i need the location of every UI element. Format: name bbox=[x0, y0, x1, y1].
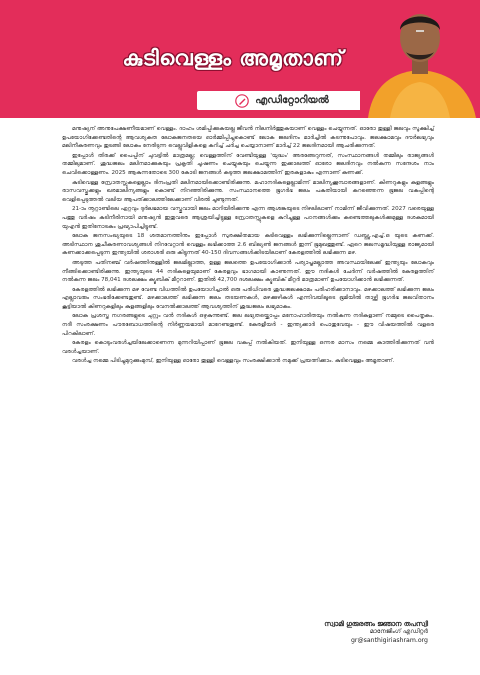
body-paragraph: മനുഷ്യന് അനുപേക്ഷണീയമാണ് വെള്ളം. ദാഹം ശമിപ്പിക്കുകയല്ല ജീവൻ നിലനിർത്തുകയാണ് വെള്ളം ചെയ്യുന്നത്. ഓരോ തുള്ളി ജലവും സൂക്ഷിച്ച് ഉപയോഗിക്കേണ്ടതിന്റെ ആവശ്യകത ലോകജനതയെ ഓർമ്മിപ്പിച്ചുകൊണ്ട് ലോക ജലദിനം മാർച്ചിൽ കടന്നുപോവും. ജലക്ഷാമവും ദൗർലഭ്യവും മലിനീകരണവും തുടങ്ങി ലോകം നേരിടുന്ന വെല്ലുവിളികളെ കുറിച്ച് ചർച്ച ചെയ്യാനാണ് മാർച്ച് 22 ജലദിനമായി ആചരിക്കുന്നത്. bbox=[62, 126, 434, 150]
signature-email[interactable]: gr@santhigiriashram.org bbox=[351, 636, 428, 644]
signature-block bbox=[324, 620, 428, 645]
pen-icon bbox=[235, 94, 249, 108]
header-banner bbox=[0, 0, 480, 118]
author-photo bbox=[360, 0, 480, 118]
body-paragraph: ഇപ്പോൾ തിരക്ക് പൈപ്പിന് ചുവട്ടിൽ മാത്രമല്ല; വെള്ളത്തിന് വേണ്ടിയുള്ള 'യുദ്ധം' അരങ്ങേറുന്നത്, സംസ്ഥാനങ്ങൾ തമ്മിലും രാജ്യങ്ങൾ തമ്മിലുമാണ്. ശുദ്ധജലം മലിനമാക്കുകയും പ്രകൃതി ചൂഷണം ചെയ്യുകയും ചെയ്യുന്ന ഇക്കാലത്ത് ഓരോ ജലദിനവും നൽകുന്ന സന്ദേശം നാം ചെവിക്കൊള്ളണം. 2025 ആകുന്നതോടെ 300 കോടി ജനങ്ങൾ കടുത്ത ജലക്ഷാമത്തിന് ഇരകളാകും എന്നാണ് കണക്ക്. bbox=[62, 152, 434, 176]
editorial-body bbox=[62, 125, 434, 367]
editorial-tag-label: എഡിറ്റോറിയൽ bbox=[255, 95, 329, 106]
body-paragraph: 21-ാം നൂറ്റാണ്ടിലെ ഏറ്റവും ദുർലഭമായ വസ്തുവായി ജലം മാറിയിരിക്കുന്നു എന്ന ആശങ്കയുടെ നിഴലിലാണ് നാമിന്ന് ജീവിക്കുന്നത്. 2027 വരെയുള്ള പത്തു വർഷം കുടിനീരിനായി മനുഷ്യൻ ഇതുവരെ ആശ്രയിച്ചിട്ടുള്ള സ്രോതസ്സുകളെ കുറിച്ചുള്ള പഠനങ്ങൾക്കും കണ്ടെത്തലുകൾക്കുമുള്ള ദശകമായി യുഎൻ ഇതിനോടകം പ്രഖ്യാപിച്ചിട്ടുണ്ട്. bbox=[62, 206, 434, 230]
body-paragraph: കുടിവെള്ള സ്രോതസ്സുകളെല്ലാം ദിനംപ്രതി മലിനമായിക്കൊണ്ടിരിക്കുന്നു. മഹാനദികളെല്ലാമിന്ന് മാലിന്യക്കൂമ്പാരങ്ങളാണ്. കിണറുകളും കുളങ്ങളും രാസവസ്തുക്കളും ഖരമാലിന്യങ്ങളും കൊണ്ട് നിറഞ്ഞിരിക്കുന്നു. സംസ്ഥാനത്തെ ഭൂഗർഭ ജലം പകുതിയായി കുറഞ്ഞെന്ന ഭൂജല വകുപ്പിന്റെ വെളിപ്പെടുത്തൽ വലിയ ആപത്ക്കാലത്തിലേക്കാണ് വിരൽ ചൂണ്ടുന്നത്. bbox=[62, 179, 434, 203]
page-title: കുടിവെള്ളം അമൃതാണ് bbox=[122, 46, 344, 70]
body-paragraph: വരൾച്ച നമ്മെ പിടിച്ചുമുറുക്കുംമുമ്പ്, ഇനിയുള്ള ഓരോ തുള്ളി വെള്ളവും സംരക്ഷിക്കാൻ നമുക്ക് പ്രയത്നിക്കാം. കുടിവെള്ളം അമൃതാണ്. bbox=[72, 358, 395, 365]
body-paragraph: കേരളത്തിൽ ലഭിക്കുന്ന മഴ വേണ്ട വിധത്തിൽ ഉപയോഗിച്ചാൽ ഒരു പരിധിവരെ ശുദ്ധജലക്ഷാമം പരിഹരിക്കാനാവും. മഴക്കാലത്ത് ലഭിക്കുന്ന ജലം എല്ലാവരും സംഭരിക്കേണ്ടതുണ്ട്. മഴക്കാലത്ത് ലഭിക്കുന്ന ജലം തടയണകൾ, മഴക്കുഴികൾ എന്നിവയിലൂടെ ഭൂമിയിൽ താഴ്ത്തി ഭൂഗർഭ ജലവിതാനം കൂട്ടിയാൽ കിണറുകളിലും കുളങ്ങളിലും വേനൽക്കാലത്ത് ആവശ്യത്തിന് ശുദ്ധജലം ലഭ്യമാകും. bbox=[62, 286, 434, 310]
body-paragraph: അടുത്ത പതിനഞ്ച് വർഷത്തിനുള്ളിൽ ജലമില്ലാത്ത, ഉള്ള ജലത്തെ ഉപയോഗിക്കാൻ പര്യാപ്തമല്ലാത്ത അവസ്ഥയിലേക്ക് ഇന്ത്യയും ലോകവും നീങ്ങിക്കൊണ്ടിരിക്കുന്നു. ഇന്ത്യയുടെ 44 നദികളെയുമാണ് കേരളവും ഭാഗമായി കാണുന്നത്. ഈ നദികൾ ചേർന്ന് വർഷത്തിൽ കേരളത്തിന് നൽകുന്ന ജലം 78,041 ദശലക്ഷം ക്യൂബിക് മീറ്ററാണ്. ഇതിൽ 42,700 ദശലക്ഷം ക്യൂബിക് മീറ്റർ മാത്രമാണ് ഉപയോഗിക്കാൻ ലഭിക്കുന്നത്. bbox=[62, 259, 434, 284]
body-paragraph: ലോക ജനസംഖ്യയുടെ 18 ശതമാനത്തിനും ഇപ്പോൾ സുരക്ഷിതമായ കുടിവെള്ളം ലഭിക്കുന്നില്ലെന്നാണ് ഡബ്ല്യു.എച്ച്.ഒ യുടെ കണക്ക്. അടിസ്ഥാന ശുചീകരണാവശ്യങ്ങൾ നിറവേറ്റാൻ വെള്ളം ലഭിക്കാത്ത 2.6 ബില്യൺ ജനങ്ങൾ ഇന്ന് ഭൂമുഖത്തുണ്ട്. ഏറെ ജലസമൃദ്ധിയുള്ള രാജ്യമായി കണക്കാക്കപ്പെടുന്ന ഇന്ത്യയിൽ ശരാശരി ഒരു കിട്ടുന്നത് 40-150 ദിവസങ്ങൾക്കിടയിലാണ് കേരളത്തിൽ ലഭിക്കുന്ന മഴ. bbox=[62, 233, 434, 257]
editorial-tag bbox=[197, 91, 367, 110]
body-paragraph: ലോക പ്രശസ്ത നഗരങ്ങളുടെ ചുറ്റും വൻ നദികൾ ഒഴുകുന്നുണ്ട്. ജല ലഭ്യതയ്ക്കൊപ്പം മനോഹാരിതയും നൽകുന്ന നദികളാണ് നമ്മുടെ പൈതൃകം. നദീ സംരക്ഷണം പൗരബോധത്തിന്റെ നിർണ്ണയമായി മാറേണ്ടതുണ്ട്. കേരളീയർ - ഇന്ത്യക്കാർ പൊതുവേയും - ഈ വിഷയത്തിൽ വളരെ പിറകിലാണ്. bbox=[62, 313, 434, 337]
signature-role: മാനേജിംഗ് എഡിറ്റർ bbox=[369, 628, 428, 636]
body-paragraph: കേരളം കൊടുംവരൾച്ചയിലേക്കാണെന്ന മുന്നറിയിപ്പാണ് ഭൂജല വകുപ്പ് നൽകിയത്. ഇനിയുള്ള ഒന്നര മാസം നമ്മെ കാത്തിരിക്കുന്നത് വൻ വരൾച്ചയാണ്. bbox=[62, 340, 434, 355]
signature-name: സ്വാമി ഗുരുരത്നം ജ്ഞാന തപസ്വി bbox=[324, 620, 428, 628]
